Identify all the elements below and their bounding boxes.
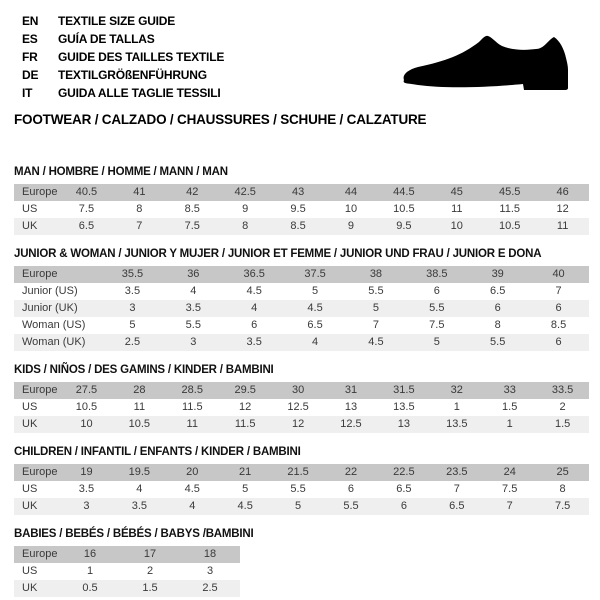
size-cell: 11.5 xyxy=(181,401,203,413)
size-cell: 12 xyxy=(291,418,305,430)
size-cell: 35.5 xyxy=(121,268,144,280)
size-table-section xyxy=(14,446,589,515)
size-cell: 3 xyxy=(83,500,90,512)
size-cell: 1 xyxy=(453,401,460,413)
size-cell: 6.5 xyxy=(490,285,506,297)
size-cell: 7 xyxy=(506,500,513,512)
size-cell: 6 xyxy=(555,336,562,348)
size-cell: 10.5 xyxy=(75,401,98,413)
row-label: Woman (US) xyxy=(22,319,86,331)
table-row xyxy=(14,399,589,416)
size-table-section xyxy=(14,248,589,351)
table-title: BABIES / BEBÉS / BÉBÉS / BABYS /BAMBINI xyxy=(14,528,254,540)
size-table xyxy=(14,382,589,433)
size-cell: 41 xyxy=(133,186,146,198)
row-label: UK xyxy=(22,582,38,594)
size-cell: 46 xyxy=(556,186,569,198)
size-cell: 6.5 xyxy=(449,500,465,512)
language-code: DE xyxy=(22,68,39,82)
size-cell: 12.5 xyxy=(340,418,362,430)
size-cell: 36 xyxy=(187,268,200,280)
size-cell: 6 xyxy=(555,302,562,314)
size-cell: 11 xyxy=(133,401,146,413)
size-cell: 1.5 xyxy=(142,582,158,594)
size-cell: 4.5 xyxy=(368,336,384,348)
table-title: JUNIOR & WOMAN / JUNIOR Y MUJER / JUNIOR ET FEMME / JUNIOR UND FRAU / JUNIOR E DONA xyxy=(14,248,542,260)
language-code: IT xyxy=(22,86,33,100)
table-row xyxy=(14,184,589,201)
size-cell: 3 xyxy=(190,336,197,348)
size-cell: 3.5 xyxy=(246,336,262,348)
table-row xyxy=(14,546,240,563)
size-cell: 18 xyxy=(203,548,217,560)
size-cell: 12 xyxy=(556,203,569,215)
size-cell: 32 xyxy=(450,384,463,396)
size-cell: 10.5 xyxy=(128,418,151,430)
size-cell: 4.5 xyxy=(237,500,253,512)
row-label: US xyxy=(22,483,38,495)
size-cell: 9.5 xyxy=(396,220,412,232)
row-label: US xyxy=(22,401,38,413)
size-cell: 21.5 xyxy=(287,466,309,478)
size-cell: 4 xyxy=(251,302,258,314)
table-row xyxy=(14,334,589,351)
row-label: US xyxy=(22,203,38,215)
size-cell: 7.5 xyxy=(184,220,200,232)
size-cell: 8 xyxy=(242,220,249,232)
size-cell: 6 xyxy=(400,500,407,512)
size-cell: 5 xyxy=(433,336,440,348)
row-label: UK xyxy=(22,500,38,512)
size-cell: 5 xyxy=(295,500,302,512)
size-cell: 5.5 xyxy=(490,336,506,348)
size-cell: 10.5 xyxy=(393,203,415,215)
size-cell: 6.5 xyxy=(307,319,323,331)
size-cell: 10 xyxy=(344,203,358,215)
size-cell: 1 xyxy=(86,565,94,577)
size-cell: 31.5 xyxy=(393,384,415,396)
size-cell: 7 xyxy=(136,220,143,232)
table-title: CHILDREN / INFANTIL / ENFANTS / KINDER / BAMBINI xyxy=(14,446,301,458)
size-cell: 38 xyxy=(369,268,383,280)
row-label: Europe xyxy=(22,384,58,396)
size-cell: 10 xyxy=(450,220,463,232)
size-table xyxy=(14,266,589,351)
table-row xyxy=(14,300,589,317)
size-cell: 23.5 xyxy=(446,466,468,478)
size-cell: 13.5 xyxy=(446,418,468,430)
size-cell: 10 xyxy=(80,418,93,430)
size-cell: 40 xyxy=(552,268,565,280)
size-cell: 9 xyxy=(347,220,355,232)
size-cell: 19.5 xyxy=(128,466,151,478)
size-cell: 7 xyxy=(453,483,460,495)
size-cell: 11 xyxy=(451,203,463,215)
size-cell: 8 xyxy=(494,319,501,331)
language-label: TEXTILE SIZE GUIDE xyxy=(58,14,176,28)
row-label: Europe xyxy=(22,186,58,198)
size-cell: 3 xyxy=(206,565,214,577)
size-cell: 11 xyxy=(186,418,198,430)
language-code: ES xyxy=(22,32,38,46)
size-cell: 8.5 xyxy=(550,319,567,331)
size-cell: 43 xyxy=(291,186,305,198)
size-cell: 38.5 xyxy=(426,268,448,280)
size-cell: 7.5 xyxy=(502,483,518,495)
size-cell: 22.5 xyxy=(393,466,415,478)
table-row xyxy=(14,317,589,334)
size-cell: 45 xyxy=(450,186,463,198)
size-cell: 4.5 xyxy=(184,483,200,495)
size-cell: 7 xyxy=(555,285,562,297)
size-cell: 19 xyxy=(80,466,93,478)
table-row xyxy=(14,218,589,235)
size-tables xyxy=(14,166,589,597)
table-row xyxy=(14,464,589,481)
size-cell: 5.5 xyxy=(185,319,201,331)
size-cell: 6.5 xyxy=(396,483,412,495)
size-cell: 7.5 xyxy=(429,319,445,331)
language-code: EN xyxy=(22,14,39,28)
size-cell: 5.5 xyxy=(429,302,445,314)
language-label: GUIDE DES TAILLES TEXTILE xyxy=(58,50,225,64)
size-table xyxy=(14,184,589,235)
size-cell: 37.5 xyxy=(304,268,326,280)
language-row xyxy=(22,12,589,30)
row-label: Woman (UK) xyxy=(22,336,86,348)
size-cell: 4.5 xyxy=(246,285,262,297)
size-cell: 24 xyxy=(503,466,516,478)
size-cell: 2 xyxy=(559,401,566,413)
size-cell: 7.5 xyxy=(78,203,95,215)
table-title: KIDS / NIÑOS / DES GAMINS / KINDER / BAMBINI xyxy=(14,364,274,376)
size-cell: 3.5 xyxy=(131,500,147,512)
size-cell: 42.5 xyxy=(234,186,256,198)
size-cell: 36.5 xyxy=(243,268,265,280)
size-cell: 13 xyxy=(397,418,411,430)
row-label: US xyxy=(22,565,38,577)
size-cell: 1.5 xyxy=(502,401,518,413)
table-row xyxy=(14,382,589,399)
size-cell: 12 xyxy=(239,401,252,413)
size-cell: 31 xyxy=(344,384,358,396)
size-cell: 39 xyxy=(491,268,504,280)
size-table xyxy=(14,546,240,597)
size-cell: 33.5 xyxy=(551,384,574,396)
size-cell: 5 xyxy=(242,483,249,495)
size-cell: 5 xyxy=(129,319,136,331)
size-cell: 4 xyxy=(312,336,319,348)
size-cell: 5 xyxy=(312,285,319,297)
size-cell: 21 xyxy=(239,466,252,478)
size-cell: 4.5 xyxy=(307,302,323,314)
size-table-section xyxy=(14,364,589,433)
size-cell: 5.5 xyxy=(290,483,306,495)
size-cell: 6 xyxy=(347,483,355,495)
table-row xyxy=(14,481,589,498)
size-cell: 44.5 xyxy=(393,186,415,198)
size-cell: 5.5 xyxy=(343,500,359,512)
size-cell: 11.5 xyxy=(499,203,520,215)
size-cell: 11.5 xyxy=(234,418,256,430)
size-cell: 3 xyxy=(129,302,136,314)
size-cell: 1 xyxy=(506,418,513,430)
size-cell: 13.5 xyxy=(393,401,415,413)
shoe-icon xyxy=(402,33,570,93)
size-cell: 27.5 xyxy=(75,384,98,396)
size-cell: 16 xyxy=(83,548,97,560)
size-cell: 8.5 xyxy=(184,203,200,215)
size-cell: 20 xyxy=(186,466,199,478)
size-cell: 28.5 xyxy=(181,384,203,396)
size-cell: 33 xyxy=(503,384,516,396)
size-cell: 7 xyxy=(372,319,379,331)
size-cell: 1.5 xyxy=(554,418,571,430)
size-cell: 12.5 xyxy=(287,401,309,413)
size-cell: 2.5 xyxy=(202,582,218,594)
size-table-section xyxy=(14,166,589,235)
row-label: Europe xyxy=(22,268,58,280)
row-label: Junior (UK) xyxy=(22,302,78,314)
table-row xyxy=(14,201,589,218)
table-row xyxy=(14,266,589,283)
size-cell: 3.5 xyxy=(185,302,201,314)
size-cell: 8 xyxy=(136,203,143,215)
language-label: TEXTILGRÖßENFÜHRUNG xyxy=(58,68,207,82)
table-title: MAN / HOMBRE / HOMME / MANN / MAN xyxy=(14,166,228,178)
language-label: GUIDA ALLE TAGLIE TESSILI xyxy=(58,86,221,100)
language-code: FR xyxy=(22,50,38,64)
table-row xyxy=(14,283,589,300)
row-label: Europe xyxy=(22,466,58,478)
size-cell: 6.5 xyxy=(78,220,95,232)
table-row xyxy=(14,580,240,597)
size-cell: 9 xyxy=(242,203,249,215)
table-row xyxy=(14,498,589,515)
size-cell: 44 xyxy=(344,186,358,198)
size-cell: 45.5 xyxy=(498,186,521,198)
size-cell: 8.5 xyxy=(290,220,306,232)
table-row xyxy=(14,563,240,580)
size-cell: 5 xyxy=(372,302,379,314)
size-cell: 13 xyxy=(344,401,358,413)
size-cell: 2.5 xyxy=(124,336,141,348)
size-cell: 7.5 xyxy=(554,500,571,512)
size-cell: 3.5 xyxy=(78,483,95,495)
size-cell: 4 xyxy=(189,500,196,512)
size-cell: 9.5 xyxy=(290,203,306,215)
row-label: UK xyxy=(22,418,38,430)
category-heading: FOOTWEAR / CALZADO / CHAUSSURES / SCHUHE / CALZATURE xyxy=(14,112,427,127)
size-cell: 4 xyxy=(190,285,197,297)
size-cell: 8 xyxy=(559,483,566,495)
size-cell: 40.5 xyxy=(75,186,98,198)
size-cell: 30 xyxy=(291,384,305,396)
size-cell: 3.5 xyxy=(124,285,141,297)
size-cell: 11 xyxy=(556,220,569,232)
size-cell: 2 xyxy=(146,565,154,577)
size-cell: 6 xyxy=(494,302,501,314)
size-table xyxy=(14,464,589,515)
size-cell: 0.5 xyxy=(82,582,98,594)
size-cell: 42 xyxy=(186,186,199,198)
size-cell: 10.5 xyxy=(498,220,521,232)
size-table-section xyxy=(14,528,589,597)
size-cell: 5.5 xyxy=(368,285,384,297)
language-label: GUÍA DE TALLAS xyxy=(58,32,155,46)
row-label: UK xyxy=(22,220,38,232)
size-cell: 25 xyxy=(556,466,569,478)
size-cell: 6 xyxy=(251,319,258,331)
size-cell: 6 xyxy=(433,285,440,297)
size-cell: 17 xyxy=(143,548,157,560)
row-label: Europe xyxy=(22,548,58,560)
size-cell: 4 xyxy=(136,483,143,495)
table-row xyxy=(14,416,589,433)
row-label: Junior (US) xyxy=(22,285,78,297)
size-cell: 28 xyxy=(133,384,146,396)
size-cell: 22 xyxy=(344,466,358,478)
size-cell: 29.5 xyxy=(234,384,256,396)
